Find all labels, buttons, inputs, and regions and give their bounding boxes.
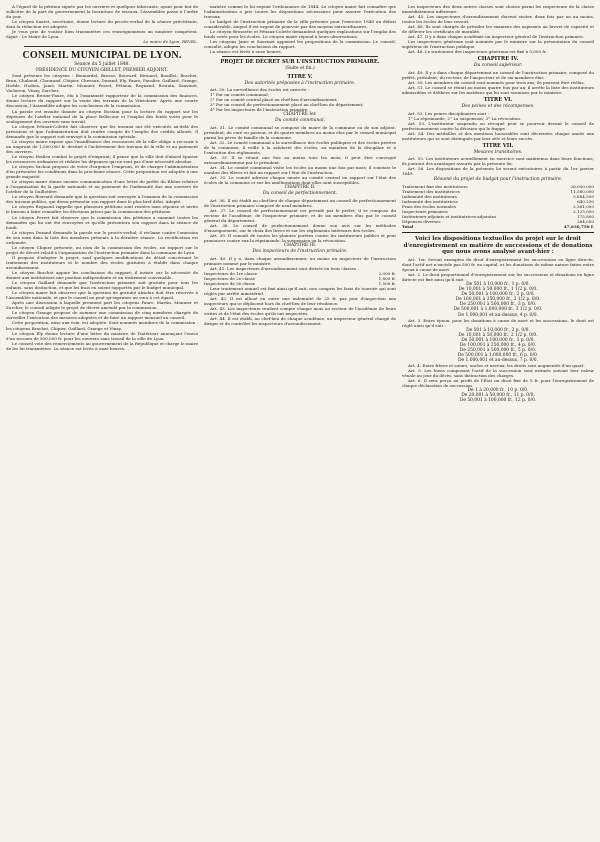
article: Art. 56. Les dispositions de la présente loi seront exécutoires à partir du 1er janvier 1849. <box>402 166 594 177</box>
divider <box>222 56 378 57</box>
paragraph: Le citoyen maire expose que l'insuffisance des ressources de la ville oblige à recourir à un emprunt de 1,500,000 fr. destiné à l'achèvement des travaux de la ville et au paiement des ouvriers. <box>6 138 198 154</box>
article: Art. 4. Entre frères et sœurs, oncles et neveux, les droits sont augmentés d'un quart. <box>408 362 585 368</box>
article: 1° Par un comité communal; <box>210 91 270 97</box>
articles-group <box>204 125 396 186</box>
tariff-line: De 1,000,001 et au-dessus, 7 p. 0/0. <box>458 357 538 363</box>
divider <box>24 46 180 47</box>
tariff-line: De 501 à 10,000 fr., 2 p. 0/0. <box>466 327 530 333</box>
tariff-line: De 500,001 à 1,000,000 fr., 6 p. 0/0. <box>457 352 539 358</box>
session-date: Séance du 5 juillet 1848. <box>74 62 130 68</box>
article: Art. 51. Le conseil se réunit au moins quatre fois par an; il arrête la liste des instituteurs admissibles et délibère sur les matières qui lui sont soumises par le ministre. <box>402 85 594 96</box>
paragraph: Les inspecteurs des deux autres classes sont choisis parmi les inspecteurs de la classe immédiatement inférieure. <box>402 4 594 15</box>
title-heading: TITRE VII. <box>482 142 514 149</box>
paragraph: Le citoyen Gaillard demande que l'instruction primaire soit gratuite pour tous les enfants, sans distinction, et que les frais en soient supportés par le budget municipal. <box>6 280 198 291</box>
budget-table <box>402 184 594 229</box>
article: Art. 37. Le conseil de perfectionnement est présidé par le préfet; il se compose du recteur de l'académie, de l'inspecteur primaire, et de six membres élus par le conseil général du département. <box>204 207 396 223</box>
col1-body <box>6 73 198 351</box>
paragraph: Le citoyen Brosse-Faure, élu à l'unanimité rapporteur de la commission des finances, donne lecture du rapport sur la vente des terrains de la Vitriolerie. Après une courte discussion, l'Assemblée adopte les conclusions de la commission. <box>6 93 198 109</box>
paragraph: Le citoyen maire donne ensuite communication d'une lettre du préfet du Rhône relative à l'organisation de la garde nationale et au paiement de l'indemnité due aux ouvriers de l'atelier de la Guillotière. <box>6 179 198 195</box>
title-subheading: Mesures transitoires. <box>473 149 523 155</box>
article: Art. 2. Le droit proportionnel d'enregistrement sur les successions et donations en ligne directe est fixé ainsi qu'il suit : <box>402 272 594 283</box>
section-heading: CONSEIL MUNICIPAL DE LYON. <box>22 50 182 62</box>
tariff-line: De 50,001 à 100,000 fr., 12 p. 0/0. <box>459 398 537 404</box>
decree-heading-sub: (Suite et fin.) <box>285 66 315 72</box>
paragraph: Les citoyens Jame et Sauvinet appuient les propositions de la commission. Le conseil, consulté, adopte les conclusions du rapport. <box>204 39 396 50</box>
article: Art. 52. Les peines disciplinaires sont : <box>408 110 489 116</box>
article: Art. 34. Le comité communal visite les écoles au moins une fois par mois; il constate le nombre des élèves et fait un rapport sur l'état de l'instruction. <box>204 164 396 176</box>
paragraph: Le citoyen maire fait observer que la question de gratuité absolue doit être réservée à l'Assemblée nationale, et que le conseil ne peut qu'exprimer un vœu à cet égard. <box>6 290 198 301</box>
chapter-subheading: Du conseil supérieur. <box>473 63 523 69</box>
articles-group <box>204 198 396 243</box>
paragraph: Le conseil vote des remerciements au gouvernement de la République et charge le maire de les lui transmettre. La séance est levée à onze heures. <box>6 340 198 351</box>
article: Art. 1er. Seront exemptes du droit d'enregistrement les successions en ligne directe, dont l'actif net n'excède pas 500 fr. en capital, et les donations de même nature faites entre époux à cause de mort. <box>402 257 594 273</box>
col3-top-paragraphs <box>402 4 594 54</box>
paragraph: Les inspecteurs généraux sont nommés par le ministre sur la présentation du conseil supérieur de l'instruction publique. <box>402 39 594 50</box>
column-2 <box>204 4 396 836</box>
paragraph: Le citoyen Regnaud rappelle que plusieurs pétitions sont restées sans réponse et invite le bureau à faire connaître les décisions prises par la commission des pétitions. <box>6 204 198 215</box>
presidence: PRÉSIDENCE DU CITOYEN GRILLET, PREMIER ADJOINT. <box>36 67 168 73</box>
chapter-heading: CHAPITRE Ier. <box>283 112 317 118</box>
tariff-line: De 50,001 à 100,000 fr., 3 p. 0/0. <box>461 337 535 343</box>
budget-value: 5,884,500 <box>573 193 594 199</box>
paragraph: Après une discussion à laquelle prennent part les citoyens Faure, Martin, Monnier et Zurcher, le conseil adopte le projet de décret amendé par la commission. <box>6 300 198 311</box>
tariff-line: De 500,001 à 1,000,000 fr., 3 1/2 p. 0/0. <box>453 307 543 313</box>
chapter-heading: CHAPITRE II. <box>284 185 316 191</box>
budget-value: 2,125,000 <box>573 209 594 215</box>
title-subheading: Des peines et des récompenses. <box>461 104 535 110</box>
article: Art. 54. Des médailles et des mentions honorables sont décernées chaque année aux instituteurs qui se sont distingués par leur zèle et leurs succès. <box>402 130 594 141</box>
column-3 <box>402 4 594 836</box>
budget-label: Dépenses diverses <box>402 219 441 225</box>
section-heading: Voici les dispositions textuelles du projet sur le droit d'enregistrement en matière de successions et de donations que nous avons analysé avant-hier : <box>403 236 593 256</box>
paragraph: Le citoyen Perret fait observer que la commission des pétitions a examiné toutes les demandes qui lui ont été renvoyées et qu'elle présentera son rapport dans la séance de lundi. <box>6 214 198 230</box>
paragraph: Je vous prie de vouloir bien transmettre ces renseignements au ministre compétent. Signé : Le Maire de Lyon. <box>6 29 198 40</box>
paragraph: Le citoyen Sautet, secrétaire, donne lecture du procès-verbal de la séance précédente, dont la rédaction est adoptée. <box>6 19 198 30</box>
tariff-line: De 501 à 10,000 fr., 1 p. 0/0. <box>466 282 530 288</box>
article: Art. 41. Les inspecteurs d'arrondissement sont divisés en trois classes : <box>210 265 359 271</box>
budget-value: 11,580,000 <box>570 188 594 194</box>
tariff-line: De 10,001 à 50,000 fr., 2 1/2 p. 0/0. <box>458 332 538 338</box>
budget-total-label: Total <box>402 224 414 230</box>
budget-label: Traitement fixe des instituteurs <box>402 183 468 189</box>
budget-label: Inspecteurs primaires <box>402 209 448 215</box>
articles-group <box>204 87 396 112</box>
article: Art. 32. Le comité communal a la surveillance des écoles publiques et des écoles privées de la commune; il veille à la salubrité des écoles, au maintien de la discipline et à l'exécution des règlements. <box>204 139 396 155</box>
paragraph: Le citoyen Chipier présente, au nom de la commission des écoles, un rapport sur le projet de décret relatif à l'organisation de l'instruction primaire dans la commune de Lyon. <box>6 244 198 255</box>
article: Leur traitement annuel est fixé ainsi qu'il suit, non compris les frais de tournée qui sont réglés par arrêté ministériel. <box>204 285 396 296</box>
article: Art. 38. Le conseil de perfectionnement donne son avis sur les méthodes d'enseignement, sur le choix des livres et sur les règlements intérieurs des écoles. <box>204 222 396 233</box>
tariff-line: De 250,001 à 500,000 fr., 3 p. 0/0. <box>459 302 537 308</box>
tariff-line: De 1 à 20,000 fr., 10 p. 0/0. <box>467 388 529 394</box>
budget-label: Instituteurs-adjoints et institutrices-adjointes <box>402 214 497 220</box>
paragraph: Le citoyen Vachon propose de voter d'urgence l'emprunt, et de charger l'administration d'en présenter les conditions dans la prochaine séance. Cette proposition est adoptée à une grande majorité. <box>6 164 198 180</box>
article: Art. 40. Il y a, dans chaque arrondissement, au moins un inspecteur de l'instruction primaire nommé par le ministre. <box>204 255 396 266</box>
articles-group <box>402 363 594 388</box>
chapter-subheading: Des inspecteurs de l'instruction primaire. <box>252 249 348 255</box>
paragraph: Le citoyen Brossette et Pétiaux-Colette demandent quelques explications sur l'emploi des fonds votés pour les écoles. Le citoyen maire répond à leurs observations. <box>204 29 396 40</box>
article: 4° Par les inspecteurs de l'instruction primaire. <box>210 107 309 113</box>
tariff-list <box>402 282 594 317</box>
tariff-list <box>402 328 594 363</box>
paragraph: A l'égard de la pétition signée par les ouvriers et quelques fabricants, ayant pour but de solliciter de la part du gouvernement la fourniture de travaux, l'Assemblée passe à l'ordre du jour. <box>6 4 198 20</box>
paragraph: Le citoyen Pétiaux-Colette fait observer que les travaux ont été exécutés au-delà des prévisions et que l'administration doit rendre compte de l'emploi des crédits alloués. Il demande que le rapport soit renvoyé à la commission spéciale. <box>6 123 198 139</box>
article: 3° Par un conseil de perfectionnement placé au chef-lieu du département; <box>210 102 364 108</box>
budget-label: Indemnité des instituteurs <box>402 193 457 199</box>
article: Art. 6. Il sera perçu au profit de l'État un droit fixe de 5 fr. pour l'enregistrement de chaque déclaration de succession. <box>402 378 594 389</box>
articles-group <box>402 70 594 95</box>
paragraph: Le citoyen Brachet appuie les conclusions du rapport; il insiste sur la nécessité de donner aux instituteurs une position indépendante et un traitement convenable. <box>6 270 198 281</box>
article: 2° Par un comité central placé au chef-lieu d'arrondissement; <box>210 97 338 103</box>
budget-total-row <box>402 224 594 229</box>
chapter-subheading: Du conseil de perfectionnement. <box>262 191 338 197</box>
salary-label: Inspecteurs de 3e classe <box>204 280 256 286</box>
article: Art. 43. Les inspecteurs rendent compte chaque mois au recteur de l'académie de leurs visites et de l'état des écoles qu'ils ont inspectées. <box>204 305 396 317</box>
chapter-heading: CHAPITRE IV. <box>477 56 519 63</box>
tariff-line: De 100,001 à 250,000 fr., 2 1/2 p. 0/0. <box>455 297 541 303</box>
budget-value: 2,361,000 <box>573 203 594 209</box>
article: Art. 42. Il est alloué en outre une indemnité de 25 fr. par jour d'inspection aux inspecteurs qui se déplacent hors du chef-lieu de leur résidence. <box>204 295 396 306</box>
budget-total-value: 47,630,750 f. <box>563 224 594 230</box>
article: Art. 3. Entre époux, pour les donations à cause de mort et les successions, le droit est réglé ainsi qu'il suit : <box>402 317 594 328</box>
tariff-list <box>402 388 594 403</box>
article: Art. 55. Les instituteurs actuellement en exercice sont maintenus dans leurs fonctions; ils jouiront des avantages assurés par la présente loi. <box>402 156 594 167</box>
article: Art. 39. Il connaît de toutes les plaintes portées contre les instituteurs publics et peut prononcer contre eux la réprimande, la suspension ou la révocation. <box>204 232 396 243</box>
articles-group <box>402 111 594 141</box>
article: 1° La réprimande; 2° La suspension; 3° La révocation. <box>408 115 522 121</box>
budget-value: 28,000,000 <box>570 183 594 189</box>
budget-value: 640,250 <box>577 198 594 204</box>
title-heading: TITRE V. <box>287 73 313 80</box>
articles-group <box>402 156 594 176</box>
title-heading: TITRE VI. <box>483 97 513 104</box>
articles-group <box>204 256 396 271</box>
tariff-line: De 50,001 à 100,000 fr., 2 p. 0/0. <box>461 292 535 298</box>
budget-value: 175,800 <box>577 214 594 220</box>
paragraph: La parole est ensuite donnée au citoyen Rostain pour la lecture du rapport sur les dépenses de l'atelier national de la place Bellecour et l'emploi des fonds votés pour le soulagement des ouvriers sans travail. <box>6 108 198 124</box>
col1-top-paragraphs <box>6 4 198 39</box>
salary-value: 1,800 fr. <box>378 275 396 281</box>
articles-group <box>402 257 594 282</box>
article: Art. 33. Il se réunit une fois au moins tous les mois; il peut être convoqué extraordinairement par le président. <box>204 154 396 165</box>
title-subheading: Des autorités préposées à l'instruction primaire. <box>244 80 356 86</box>
paragraph: La séance est levée à onze heures. <box>210 49 282 55</box>
paragraph: Sont présents les citoyens : Bonnardel, Brosse, Bouvard, Bernard, Bouillet, Brachet, Brun, Chaboud, Chaurand, Chipier, Chevaux, Durand, Ely, Faure, Favalier, Gaillard, Grange, Hedde, Hodieu, Jame, Martin, Monnier, Perret, Pétiaux, Regnaud, Rostain, Sauvinet, Vacheron, Vinay, Zurcher. <box>6 73 198 94</box>
tariff-line: De 100,001 à 250,000 fr., 4 p. 0/0. <box>459 342 537 348</box>
column-1 <box>6 4 198 836</box>
article: Art. 49. Il y a dans chaque département un conseil de l'instruction primaire, composé du préfet, président; du recteur, de l'inspecteur et de six membres élus. <box>402 69 594 80</box>
tariff-line: De 20,001 à 50,000 fr., 11 p. 0/0. <box>461 393 535 399</box>
paragraph: Art. 45. Les inspecteurs d'arrondissement doivent visiter, deux fois par an au moins, toutes les écoles de leur ressort. <box>402 14 594 25</box>
paragraph: Le citoyen Grange propose de nommer une commission de cinq membres chargée de surveiller l'exécution des mesures adoptées et de faire un rapport mensuel au conseil. <box>6 310 198 321</box>
divider <box>402 232 594 233</box>
paragraph: Art. 48. Le traitement des inspecteurs généraux est fixé à 5,000 fr. <box>408 49 547 55</box>
tariff-line: De 1,000,001 et au-dessus, 4 p. 0/0. <box>458 312 538 318</box>
article: Art. 31. Le comité communal se compose du maire de la commune ou de son adjoint, président; du curé ou pasteur, et de quatre membres au moins élus par le conseil municipal parmi les pères de famille de la commune. <box>204 124 396 140</box>
article: Art. 35. Le comité adresse chaque année au comité central un rapport sur l'état des écoles de la commune et sur les améliorations dont elles sont susceptibles. <box>204 175 396 186</box>
budget-title: Résumé du projet de budget pour l'instruction primaire. <box>433 177 563 183</box>
paragraph: Le citoyen Durand demande la parole sur le procès-verbal; il réclame contre l'omission de son nom dans la liste des membres présents à la dernière séance. La rectification est ordonnée. <box>6 229 198 245</box>
budget-label: Frais des écoles normales <box>402 203 456 209</box>
paragraph: Il propose d'adopter le projet, sauf quelques modifications de détail concernant le traitement des instituteurs et le nombre des écoles gratuites à établir dans chaque arrondissement. <box>6 254 198 270</box>
salary-table <box>204 271 396 286</box>
paragraph: Cette proposition, mise aux voix, est adoptée. Sont nommés membres de la commission : les citoyens Brachet, Chipier, Gaillard, Grange et Vinay. <box>6 320 198 331</box>
article: Art. 50. Les membres du conseil sont nommés pour trois ans; ils peuvent être réélus. <box>408 79 585 85</box>
salary-label: Inspecteurs de 1re classe <box>204 270 258 276</box>
article: Art. 44. Il est établi, au chef-lieu de chaque académie, un inspecteur général chargé de diriger et de contrôler les inspecteurs d'arrondissement. <box>204 316 396 327</box>
salary-value: 1,500 fr. <box>378 280 396 286</box>
articles-group <box>204 286 396 326</box>
paragraph: matière comme le lui enjoint l'ordonnance de 1844. Le citoyen maire fait connaître que l'administration a pris toutes les dispositions nécessaires pour assurer l'exécution des travaux. <box>204 4 396 20</box>
paragraph: Art. 47. Il y a dans chaque académie un inspecteur général de l'instruction primaire. <box>408 34 585 40</box>
paragraph: Le citoyen Ely donne lecture d'une lettre du ministre de l'intérieur annonçant l'envoi d'un secours de 500,000 fr. pour les ouvriers sans travail de la ville de Lyon. <box>6 330 198 341</box>
tariff-line: De 250,001 à 500,000 fr., 5 p. 0/0. <box>459 347 537 353</box>
chapter-subheading: Du comité communal. <box>275 118 325 124</box>
article: Art. 36. Il est établi au chef-lieu de chaque département un conseil de perfectionnement de l'instruction primaire composé de neuf membres. <box>204 197 396 208</box>
budget-label: Traitement des institutrices <box>402 188 460 194</box>
paragraph: Le citoyen Hodieu combat le projet d'emprunt; il pense que la ville doit d'abord épuiser les ressources ordinaires et réduire les dépenses qui ne sont pas d'une nécessité absolue. <box>6 153 198 164</box>
signature: Le maire de Lyon, REVEL. <box>143 39 198 45</box>
chapter-heading: CHAPITRE III. <box>283 243 317 249</box>
budget-value: 264,000 <box>577 219 594 225</box>
decree-heading: PROJET DE DÉCRET SUR L'INSTRUCTION PRIMAIRE. <box>220 59 380 66</box>
paragraph: Le citoyen Bouvard demande que la question soit renvoyée à l'examen de la commission des travaux publics, qui devra présenter son rapport dans le plus bref délai. Adopté. <box>6 194 198 205</box>
article: Art. 5. Les biens composant l'actif de la succession sont estimés suivant leur valeur vénale au jour du décès, sans distraction des charges. <box>402 368 594 379</box>
paragraph: Le budget de l'instruction primaire de la ville présente pour l'exercice 1848 un déficit considérable, auquel il est urgent de pourvoir par des moyens extraordinaires. <box>204 19 396 30</box>
col2-top-paragraphs <box>204 4 396 54</box>
budget-label: Indemnité des institutrices <box>402 198 458 204</box>
paragraph: Art. 46. Ils sont chargés de présider les examens des aspirants au brevet de capacité et de délivrer les certificats de moralité. <box>402 24 594 35</box>
tariff-line: De 10,001 à 50,000 fr., 1 1/2 p. 0/0. <box>458 287 538 293</box>
article: Art. 30. La surveillance des écoles est exercée : <box>210 86 310 92</box>
salary-label: Inspecteurs de 2e classe <box>204 275 256 281</box>
article: Art. 53. L'instituteur suspendu ou révoqué peut se pourvoir devant le conseil de perfectionnement contre la décision qui le frappe. <box>402 120 594 131</box>
salary-value: 2,000 fr. <box>378 270 396 276</box>
